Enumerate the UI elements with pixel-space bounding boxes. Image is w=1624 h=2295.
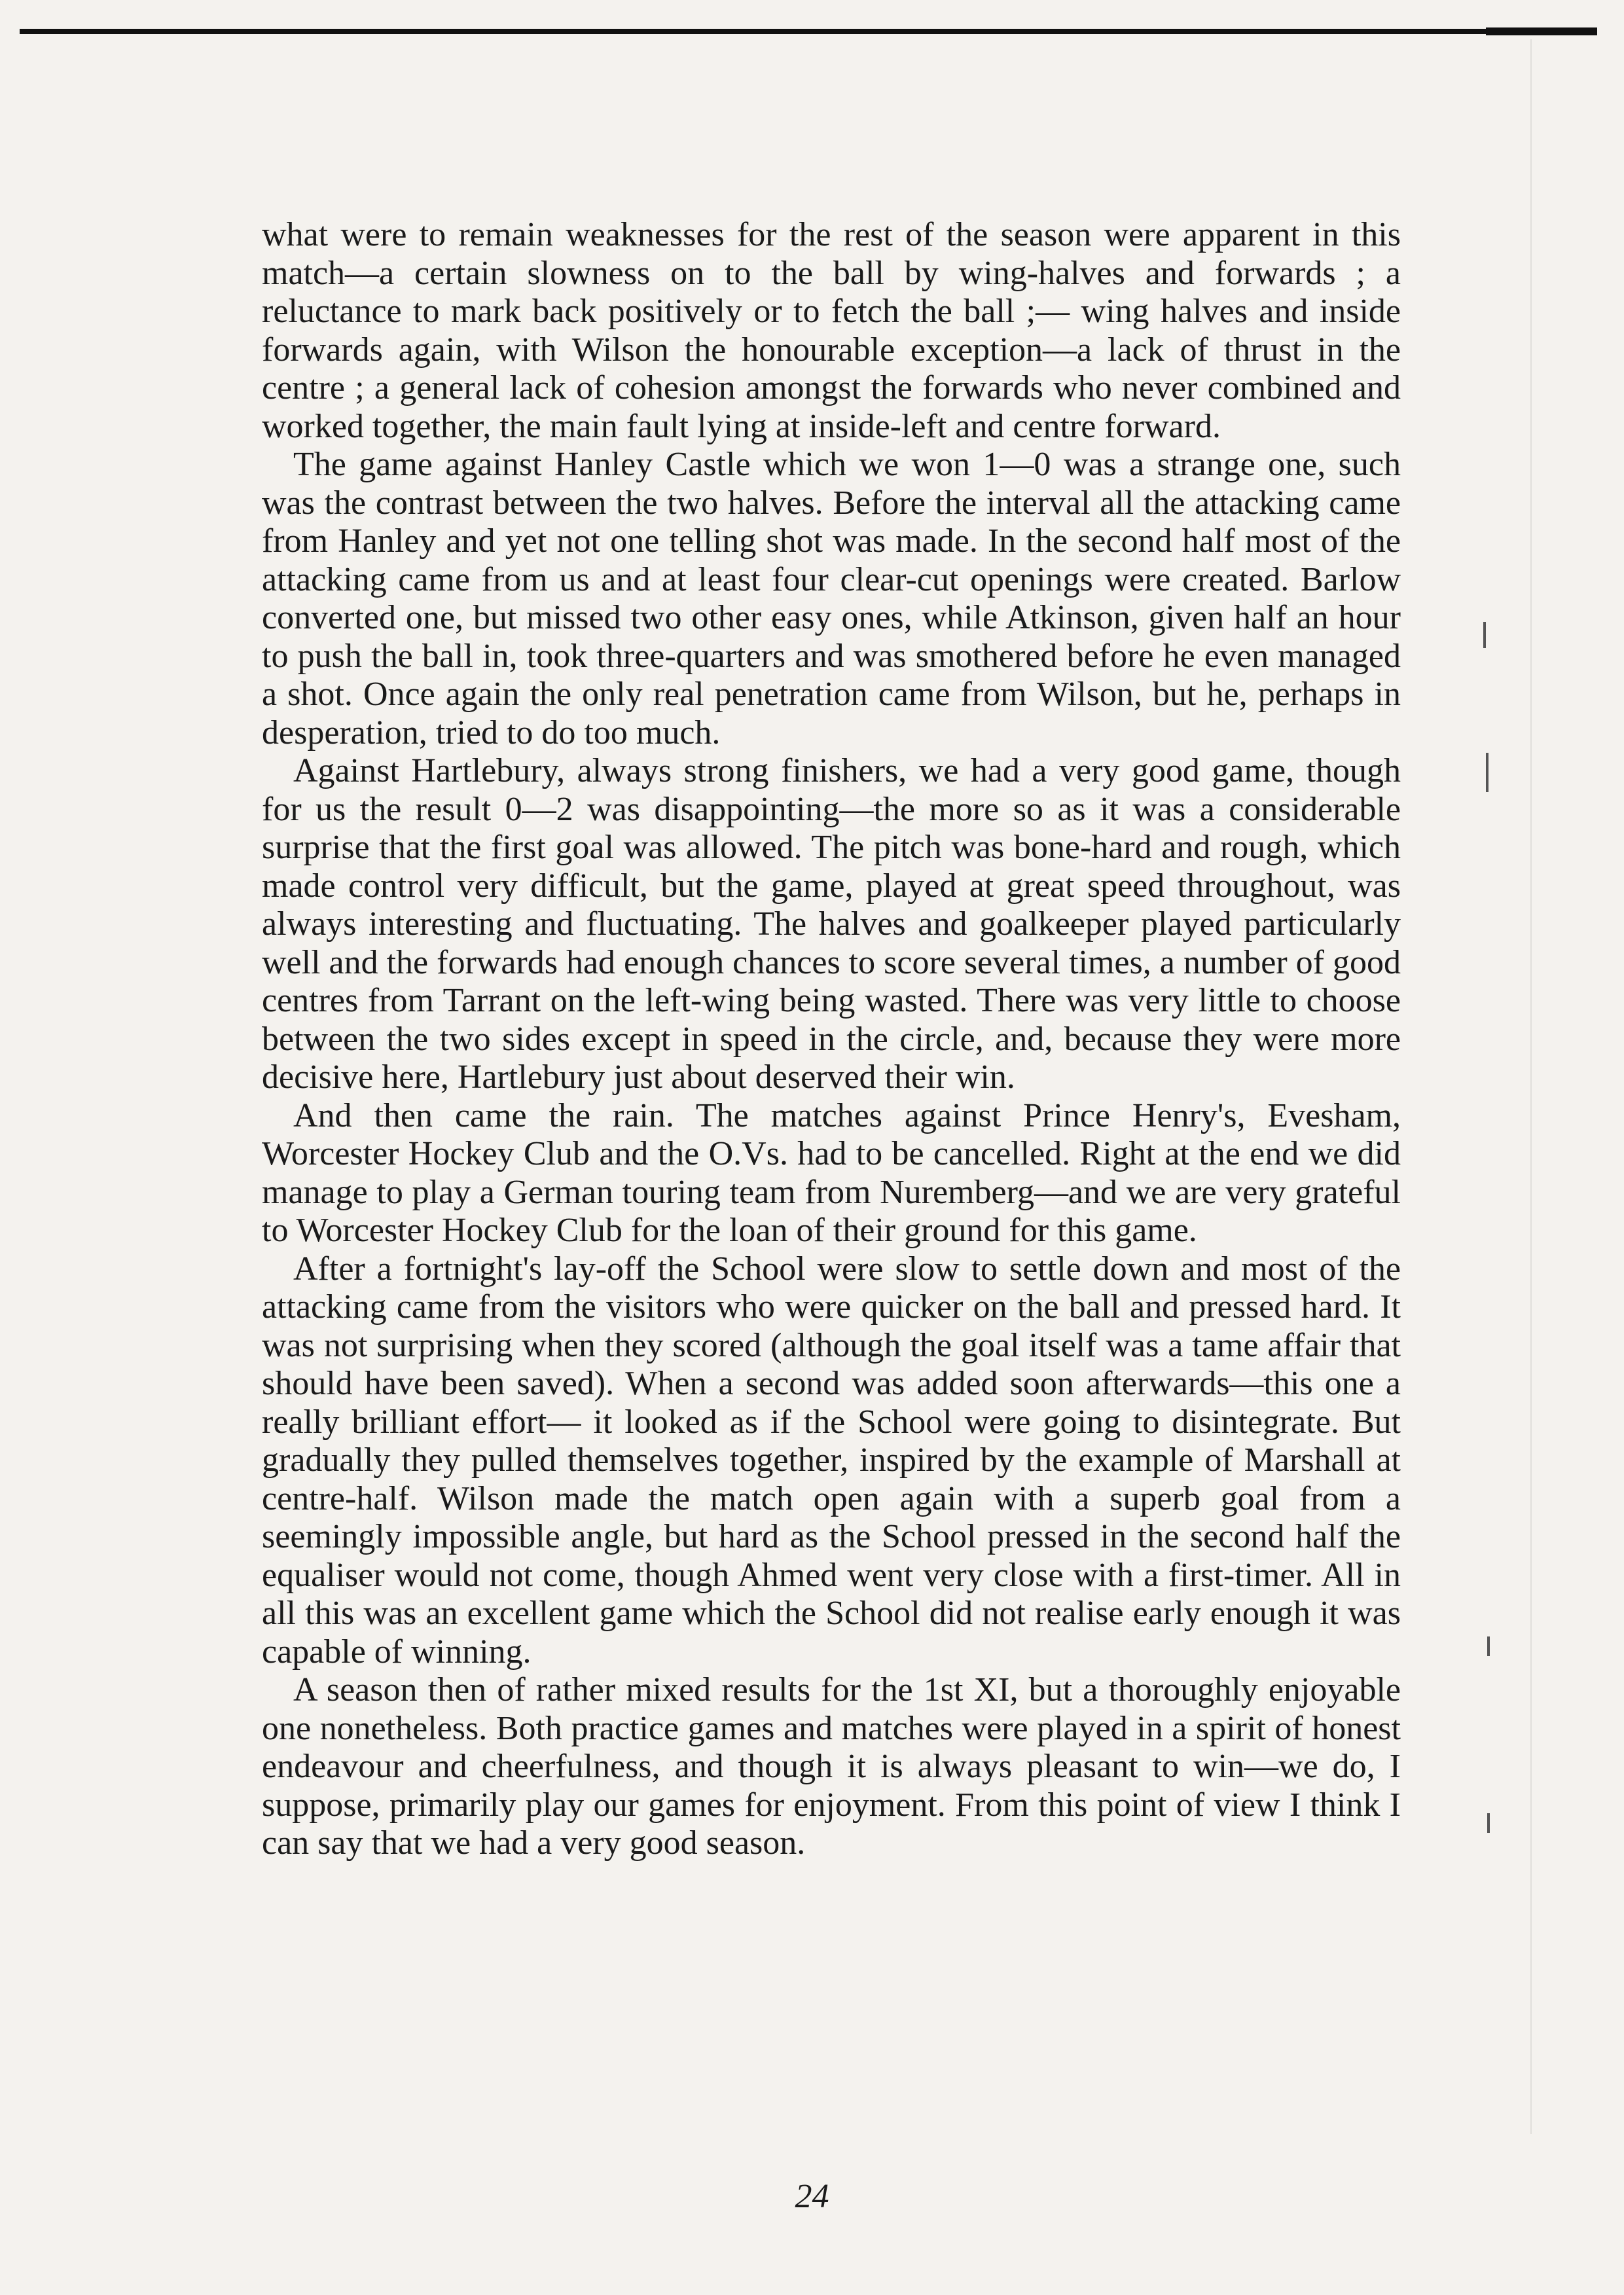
paragraph: A season then of rather mixed results for the 1st XI, but a thoroughly enjoyable one nonetheless. Both practice games and matches were played in a spirit of honest endeavour and cheerfulness, and though it is always pleasant to win—we do, I suppose, primarily play our games for enjoyment. From this point of view I think I can say that we had a very good season. — [262, 1671, 1401, 1862]
paragraph: And then came the rain. The matches against Prince Henry's, Evesham, Worcester Hockey Club and the O.Vs. had to be cancelled. Right at the end we did manage to play a German touring team from Nuremberg—and we are very grateful to Worcester Hockey Club for the loan of their ground for this game. — [262, 1096, 1401, 1249]
page-number: 24 — [795, 2178, 829, 2215]
paragraph: After a fortnight's lay-off the School were slow to settle down and most of the attacking came from the visitors who were quicker on the ball and pressed hard. It was not surprising when they scored (although the goal itself was a tame affair that should have been saved). When a second was added soon afterwards—this one a really brilliant effort— it looked as if the School were going to disintegrate. But gradually they pulled themselves together, inspired by the example of Marshall at centre-half. Wilson made the match open again with a superb goal from a seemingly impossible angle, but hard as the School pressed in the second half the equaliser would not come, though Ahmed went very close with a first-timer. All in all this was an excellent game which the School did not realise early enough it was capable of winning. — [262, 1250, 1401, 1671]
edge-mark — [1486, 753, 1489, 792]
edge-mark — [1487, 1813, 1490, 1833]
edge-mark — [1483, 622, 1486, 648]
top-rule-end — [1486, 27, 1597, 35]
page-edge-line — [1530, 39, 1532, 2134]
paragraph: what were to remain weaknesses for the rest of the season were apparent in this match—a certain slowness on to the ball by wing-halves and forwards ; a reluctance to mark back positively or to fetch the ball ;— wing halves and inside forwards again, with Wilson the honourable exception—a lack of thrust in the centre ; a general lack of cohesion amongst the forwards who never combined and worked together, the main fault lying at inside-left and centre forward. — [262, 216, 1401, 445]
paragraph: The game against Hanley Castle which we won 1—0 was a strange one, such was the contrast between the two halves. Before the interval all the attacking came from Hanley and yet not one telling shot was made. In the second half most of the attacking came from us and at least four clear-cut openings were created. Barlow converted one, but missed two other easy ones, while Atkinson, given half an hour to push the ball in, took three-quarters and was smothered before he even managed a shot. Once again the only real penetration came from Wilson, but he, perhaps in desperation, tried to do too much. — [262, 446, 1401, 751]
edge-mark — [1487, 1636, 1490, 1656]
article-body — [262, 216, 1401, 1863]
top-rule — [20, 29, 1591, 34]
paragraph: Against Hartlebury, always strong finishers, we had a very good game, though for us the result 0—2 was disappointing—the more so as it was a considerable surprise that the first goal was allowed. The pitch was bone-hard and rough, which made control very difficult, but the game, played at great speed throughout, was always interesting and fluctuating. The halves and goalkeeper played particularly well and the forwards had enough chances to score several times, a number of good centres from Tarrant on the left-wing being wasted. There was very little to choose between the two sides except in speed in the circle, and, because they were more decisive here, Hartlebury just about deserved their win. — [262, 752, 1401, 1096]
